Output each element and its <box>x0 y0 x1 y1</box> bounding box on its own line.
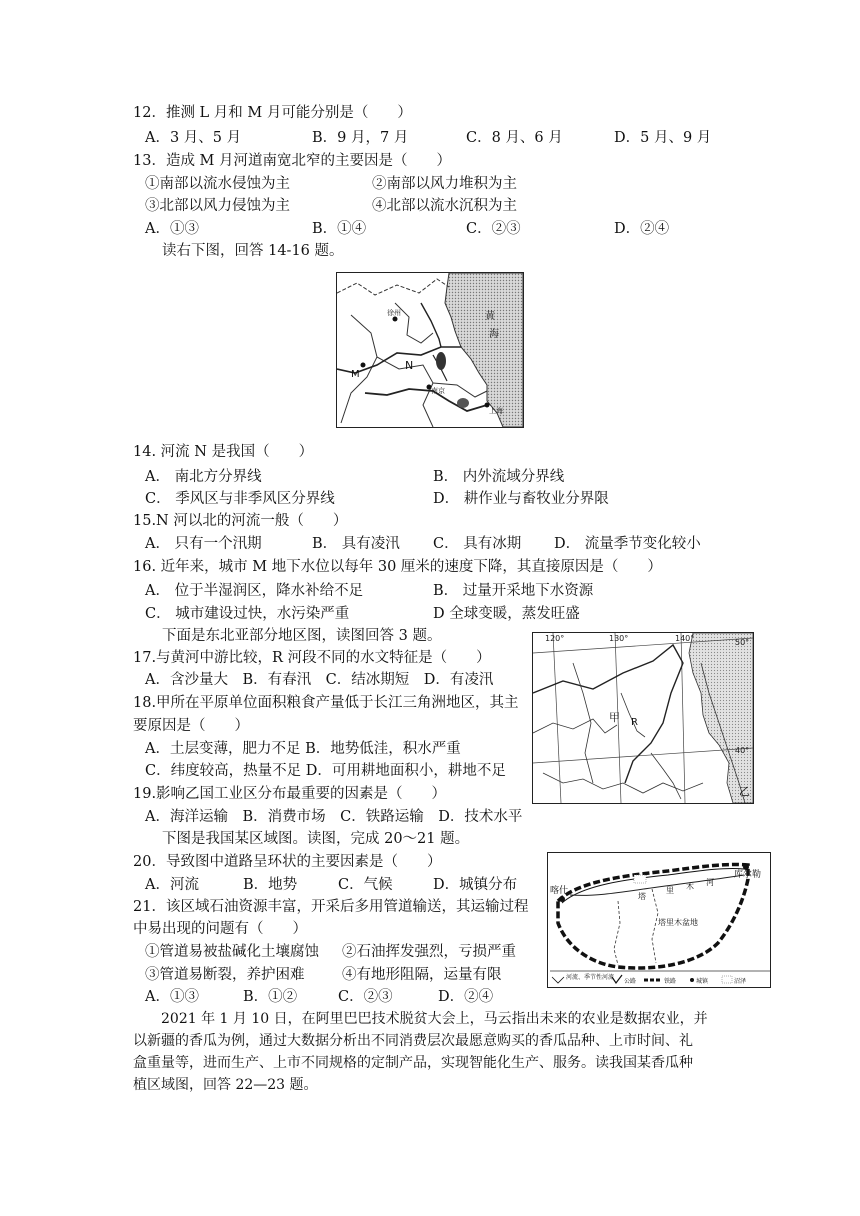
river <box>573 663 593 783</box>
q15-option-d: D． 流量季节变化较小 <box>554 536 701 552</box>
seasonal-river <box>614 901 620 965</box>
q12-option-c: C．8 月、6 月 <box>466 130 563 146</box>
q14-stem: 14. 河流 N 是我国（ ） <box>133 444 314 460</box>
province-boundary <box>337 279 449 295</box>
q16-option-b: B． 过量开采地下水资源 <box>433 583 594 599</box>
q16-option-a: A． 位于半湿润区，降水补给不足 <box>145 583 364 599</box>
map1-label-river-n: N <box>405 359 414 372</box>
swamp-area <box>634 875 646 883</box>
q20-option-a: A．河流 <box>145 877 199 893</box>
map1-label-shanghai: 上海 <box>489 407 503 415</box>
q15-option-a: A． 只有一个汛期 <box>145 536 262 552</box>
map3-label-mu: 木 <box>686 882 694 891</box>
legend-river-icon <box>552 977 564 983</box>
q21-statement-4: ④有地形阻隔，运量有限 <box>342 967 502 983</box>
q13-statement-1: ①南部以流水侵蚀为主 <box>145 176 290 192</box>
map1-label-sea2: 海 <box>489 329 499 340</box>
intro-14-16: 读右下图，回答 14-16 题。 <box>162 243 344 259</box>
q12-stem: 12．推测 L 月和 M 月可能分别是（ ） <box>133 105 412 121</box>
q13-statement-4: ④北部以流水沉积为主 <box>372 198 517 214</box>
legend-swamp-label: 沼泽 <box>734 978 747 985</box>
q18-stem-line1: 18.甲所在平原单位面积粮食产量低于长江三角洲地区，其主 <box>133 695 519 711</box>
q16-option-d: D 全球变暖，蒸发旺盛 <box>433 606 580 622</box>
q21-stem-line2: 中易出现的问题有（ ） <box>133 921 307 937</box>
lake <box>436 352 446 370</box>
map1-label-nanjing: 南京 <box>431 387 445 395</box>
map3-label-he: 河 <box>706 878 714 887</box>
legend-swamp-icon <box>722 976 732 983</box>
q13-option-a: A．①③ <box>145 221 199 237</box>
q13-stem: 13．造成 M 月河道南宽北窄的主要因是（ ） <box>133 153 452 169</box>
q17-options: A．含沙量大 B．有春汛 C．结冰期短 D．有凌汛 <box>145 672 494 688</box>
river <box>533 719 617 733</box>
q16-stem: 16. 近年来，城市 M 地下水位以每年 30 厘米的速度下降，其直接原因是（ ） <box>133 559 662 575</box>
lon-label-140: 140° <box>675 634 695 643</box>
q20-stem: 20．导致图中道路呈环状的主要因素是（ ） <box>133 854 442 870</box>
ring-railway <box>558 864 748 968</box>
q16-option-c: C． 城市建设过快，水污染严重 <box>145 606 350 622</box>
map3-label-kashi: 喀什 <box>550 886 569 896</box>
q21-option-d: D．②④ <box>438 989 494 1005</box>
lon-label-120: 120° <box>545 634 565 643</box>
map2-label-jia: 甲 <box>609 711 620 724</box>
map1-label-xuzhou: 徐州 <box>387 309 401 317</box>
intro-17-19: 下面是东北亚部分地区图，读图回答 3 题。 <box>162 628 442 644</box>
map-jiangsu-svg <box>337 273 523 427</box>
q18-options-line2: C．纬度较高，热量不足 D．可用耕地面积小，耕地不足 <box>145 763 506 779</box>
map-tarim-svg <box>548 853 770 987</box>
q15-stem: 15.N 河以北的河流一般（ ） <box>133 513 348 529</box>
boundary-line <box>651 753 681 799</box>
q17-stem: 17.与黄河中游比较，R 河段不同的水文特征是（ ） <box>133 650 491 666</box>
tarim-river <box>570 875 744 895</box>
map3-label-korla: 库尔勒 <box>734 870 762 880</box>
meridian-140 <box>681 633 685 803</box>
q14-option-c: C． 季风区与非季风区分界线 <box>145 491 335 507</box>
map-northeast-asia-svg <box>533 633 753 803</box>
lat-label-40: 40° <box>735 746 750 755</box>
q21-stem-line1: 21．该区域石油资源丰富，开采后多用管道输送，其运输过程 <box>133 899 529 915</box>
q20-option-b: B．地势 <box>243 877 298 893</box>
q12-option-b: B．9 月，7 月 <box>312 130 409 146</box>
map2-label-yi: 乙 <box>739 785 750 798</box>
passage-line-2: 以新疆的香瓜为例，通过大数据分析出不同消费层次最愿意购买的香瓜品种、上市时间、礼 <box>133 1033 693 1049</box>
map-tarim-basin <box>547 852 771 988</box>
q19-stem: 19.影响乙国工业区分布最重要的因素是（ ） <box>133 786 447 802</box>
city-marker-kashi <box>559 896 565 902</box>
map1-label-sea1: 黄 <box>485 311 495 322</box>
passage-22-23 <box>133 1008 823 1096</box>
q21-statement-1: ①管道易被盐碱化土壤腐蚀 <box>145 944 319 960</box>
q18-options-line1: A．土层变薄，肥力不足 B．地势低洼，积水严重 <box>145 741 461 757</box>
q21-option-c: C．②③ <box>338 989 393 1005</box>
q14-option-a: A． 南北方分界线 <box>145 469 262 485</box>
map2-label-r: R <box>631 717 638 728</box>
legend-rail-label: 铁路 <box>664 978 677 985</box>
meridian-120 <box>553 633 561 803</box>
legend-road-label: 公路 <box>624 978 637 985</box>
coastline <box>543 773 703 793</box>
legend-town-icon <box>690 978 694 982</box>
legend-town-label: 城镇 <box>696 978 709 985</box>
q13-option-b: B．①④ <box>312 221 367 237</box>
sea-of-japan <box>689 633 753 803</box>
q12-option-a: A．3 月、5 月 <box>145 130 242 146</box>
passage-line-1: 2021 年 1 月 10 日，在阿里巴巴技术脱贫大会上，马云指出未来的农业是数据农业，并 <box>161 1011 708 1027</box>
map-jiangsu-region <box>336 272 524 428</box>
map3-label-li: 里 <box>666 886 674 895</box>
q21-option-a: A．①③ <box>145 989 199 1005</box>
q15-option-b: B． 具有凌汛 <box>312 536 400 552</box>
q21-statement-3: ③管道易断裂，养护困难 <box>145 967 305 983</box>
q21-option-b: B．①② <box>243 989 298 1005</box>
map1-label-m: M <box>351 369 360 380</box>
map3-label-ta: 塔 <box>638 892 646 901</box>
river <box>621 693 645 737</box>
q13-statement-3: ③北部以风力侵蚀为主 <box>145 198 290 214</box>
lon-label-130: 130° <box>609 634 629 643</box>
sea-area <box>445 273 523 427</box>
q15-option-c: C． 具有冰期 <box>433 536 522 552</box>
q20-option-c: C．气候 <box>338 877 393 893</box>
q14-option-b: B． 内外流域分界线 <box>433 469 565 485</box>
intro-20-21: 下图是我国某区域图。读图，完成 20～21 题。 <box>162 831 470 847</box>
q12-option-d: D．5 月、9 月 <box>614 130 712 146</box>
q13-statement-2: ②南部以风力堆积为主 <box>372 176 517 192</box>
q21-statement-2: ②石油挥发强烈，亏损严重 <box>342 944 516 960</box>
lat-label-50: 50° <box>735 638 750 647</box>
passage-line-4: 植区域图，回答 22—23 题。 <box>133 1077 318 1093</box>
q18-stem-line2: 要原因是（ ） <box>133 718 249 734</box>
city-marker-xuzhou <box>393 317 398 322</box>
lake <box>457 398 469 408</box>
q13-option-c: C．②③ <box>466 221 521 237</box>
river-r <box>533 645 683 783</box>
legend-river-label: 河流、季节性河流 <box>566 974 615 981</box>
map-northeast-asia <box>532 632 754 804</box>
q14-option-d: D． 耕作业与畜牧业分界限 <box>433 491 609 507</box>
map3-label-basin: 塔里木盆地 <box>658 918 698 927</box>
q19-options: A．海洋运输 B．消费市场 C．铁路运输 D．技术水平 <box>145 809 523 825</box>
q13-option-d: D．②④ <box>614 221 670 237</box>
passage-line-3: 盒重量等，进而生产、上市不同规格的定制产品，实现智能化生产、服务。读我国某香瓜种 <box>133 1055 693 1071</box>
q20-option-d: D．城镇分布 <box>433 877 518 893</box>
city-marker-m <box>361 363 366 368</box>
